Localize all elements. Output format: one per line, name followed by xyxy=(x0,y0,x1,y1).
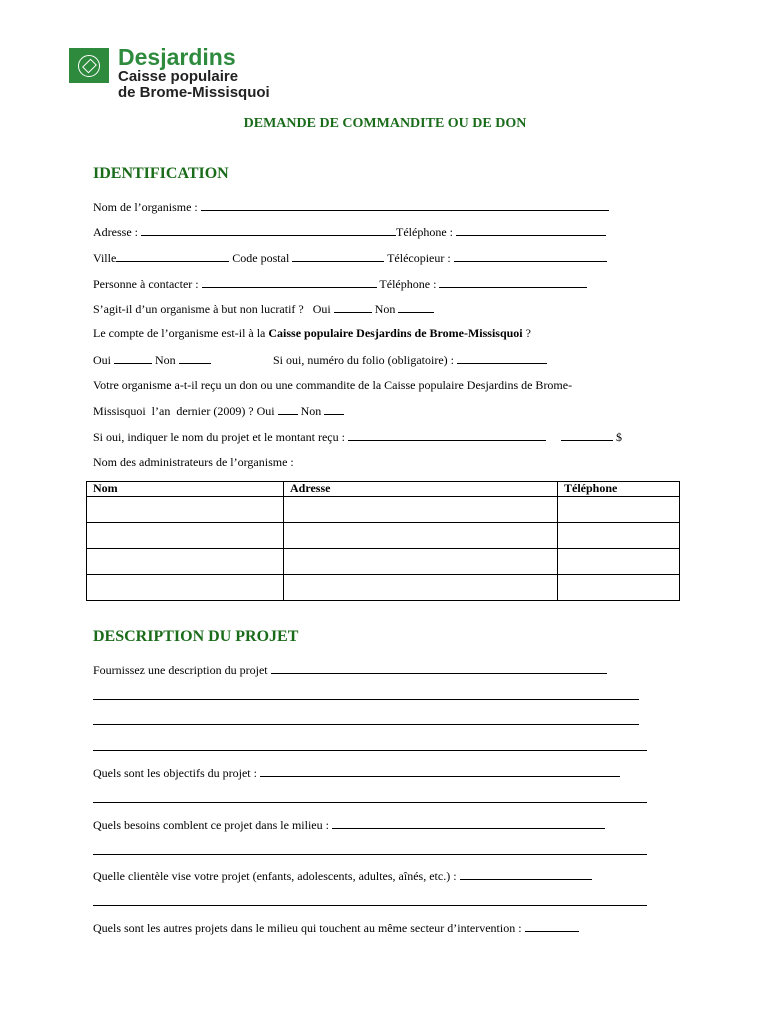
nonprofit-non-label: Non xyxy=(374,302,396,316)
amount-field[interactable] xyxy=(561,429,613,441)
nonprofit-oui-field[interactable] xyxy=(334,301,372,313)
received-oui-field[interactable] xyxy=(278,403,298,415)
description-field-2[interactable] xyxy=(93,688,639,700)
received-question-line2 xyxy=(93,403,344,418)
objectives-row xyxy=(93,765,620,780)
other-projects-label: Quels sont les autres projets dans le milieu qui touchent au même secteur d’intervention : xyxy=(93,921,522,935)
table-cell-nom[interactable] xyxy=(87,549,284,575)
description-line-2 xyxy=(93,688,639,703)
address-field[interactable] xyxy=(141,224,396,236)
contact-row xyxy=(93,276,587,291)
account-caisse-name: Caisse populaire Desjardins de Brome-Missisquoi xyxy=(268,326,523,340)
logo-brand: Desjardins xyxy=(118,44,236,70)
description-line-4 xyxy=(93,739,647,754)
description-line-3 xyxy=(93,713,639,728)
account-non-field[interactable] xyxy=(179,352,211,364)
table-header-adresse: Adresse xyxy=(284,482,558,497)
logo-line1: Caisse populaire xyxy=(118,68,239,85)
folio-row xyxy=(273,352,547,367)
table-cell-adresse[interactable] xyxy=(284,497,558,523)
account-question-end: ? xyxy=(522,326,531,340)
provide-description-label: Fournissez une description du projet xyxy=(93,663,268,677)
account-non-label: Non xyxy=(155,353,176,367)
folio-label: Si oui, numéro du folio (obligatoire) : xyxy=(273,353,454,367)
org-name-field[interactable] xyxy=(201,199,609,211)
postal-label: Code postal xyxy=(232,251,290,265)
received-non-field[interactable] xyxy=(324,403,344,415)
table-cell-adresse[interactable] xyxy=(284,575,558,601)
table-cell-nom[interactable] xyxy=(87,575,284,601)
description-heading: DESCRIPTION DU PROJET xyxy=(93,628,299,645)
account-oui-field[interactable] xyxy=(114,352,152,364)
received-question-oui: Missisquoi l’an dernier (2009) ? Oui xyxy=(93,404,275,418)
clientele-row xyxy=(93,868,592,883)
account-row xyxy=(93,326,531,340)
postal-field[interactable] xyxy=(292,250,384,262)
phone2-label: Téléphone : xyxy=(379,277,437,291)
logo-line2: de Brome-Missisquoi xyxy=(118,84,270,101)
objectives-field[interactable] xyxy=(260,765,620,777)
needs-row xyxy=(93,817,605,832)
account-oui-label: Oui xyxy=(93,353,111,367)
table-header-telephone: Téléphone xyxy=(558,482,680,497)
table-header-nom: Nom xyxy=(87,482,284,497)
table-row xyxy=(87,575,680,601)
needs-field-2[interactable] xyxy=(93,843,647,855)
description-field-1[interactable] xyxy=(271,662,607,674)
table-cell-nom[interactable] xyxy=(87,497,284,523)
table-row xyxy=(87,549,680,575)
description-field-3[interactable] xyxy=(93,713,639,725)
clientele-field-2[interactable] xyxy=(93,894,647,906)
org-name-row xyxy=(93,199,609,214)
administrators-table xyxy=(86,481,680,601)
account-question: Le compte de l’organisme est-il à la xyxy=(93,326,269,340)
address-row xyxy=(93,224,606,239)
phone2-field[interactable] xyxy=(439,276,587,288)
table-cell-adresse[interactable] xyxy=(284,523,558,549)
needs-line-2 xyxy=(93,843,647,858)
city-row xyxy=(93,250,607,265)
address-label: Adresse : xyxy=(93,225,138,239)
needs-field[interactable] xyxy=(332,817,605,829)
other-projects-row xyxy=(93,920,579,935)
account-answer-row xyxy=(93,352,211,367)
contact-field[interactable] xyxy=(202,276,377,288)
document-title: DEMANDE DE COMMANDITE OU DE DON xyxy=(243,116,527,131)
table-cell-nom[interactable] xyxy=(87,523,284,549)
objectives-field-2[interactable] xyxy=(93,791,647,803)
clientele-line-2 xyxy=(93,894,647,909)
nonprofit-oui-label: Oui xyxy=(312,302,331,316)
nonprofit-non-field[interactable] xyxy=(398,301,434,313)
contact-label: Personne à contacter : xyxy=(93,277,199,291)
table-cell-telephone[interactable] xyxy=(558,497,680,523)
received-question-line1: Votre organisme a-t-il reçu un don ou une commandite de la Caisse populaire Desjardins de Brome- xyxy=(93,378,573,392)
needs-label: Quels besoins comblent ce projet dans le milieu : xyxy=(93,818,329,832)
identification-heading: IDENTIFICATION xyxy=(93,165,229,182)
table-cell-telephone[interactable] xyxy=(558,523,680,549)
city-label: Ville xyxy=(93,251,117,265)
table-cell-telephone[interactable] xyxy=(558,549,680,575)
org-name-label: Nom de l’organisme : xyxy=(93,200,198,214)
table-cell-telephone[interactable] xyxy=(558,575,680,601)
received-non-label: Non xyxy=(300,404,322,418)
table-row xyxy=(87,497,680,523)
provide-description-row xyxy=(93,662,607,677)
nonprofit-row xyxy=(93,301,434,316)
table-header-row xyxy=(87,482,680,497)
table-row xyxy=(87,523,680,549)
phone-label: Téléphone : xyxy=(396,225,453,239)
fax-field[interactable] xyxy=(454,250,607,262)
city-field[interactable] xyxy=(116,250,229,262)
other-projects-field[interactable] xyxy=(525,920,579,932)
objectives-line-2 xyxy=(93,791,647,806)
clientele-label: Quelle clientèle vise votre projet (enfants, adolescents, adultes, aînés, etc.) : xyxy=(93,869,457,883)
project-amount-row xyxy=(93,429,622,444)
nonprofit-question: S’agit-il d’un organisme à but non lucratif ? xyxy=(93,302,304,316)
description-field-4[interactable] xyxy=(93,739,647,751)
desjardins-logo-icon xyxy=(69,48,109,83)
table-cell-adresse[interactable] xyxy=(284,549,558,575)
objectives-label: Quels sont les objectifs du projet : xyxy=(93,766,257,780)
fax-label: Télécopieur : xyxy=(387,251,451,265)
project-name-field[interactable] xyxy=(348,429,546,441)
project-amount-label: Si oui, indiquer le nom du projet et le montant reçu : xyxy=(93,430,345,444)
folio-field[interactable] xyxy=(457,352,547,364)
administrators-label: Nom des administrateurs de l’organisme : xyxy=(93,455,294,469)
dollar-sign: $ xyxy=(615,430,622,444)
phone-field[interactable] xyxy=(456,224,606,236)
clientele-field[interactable] xyxy=(460,868,592,880)
